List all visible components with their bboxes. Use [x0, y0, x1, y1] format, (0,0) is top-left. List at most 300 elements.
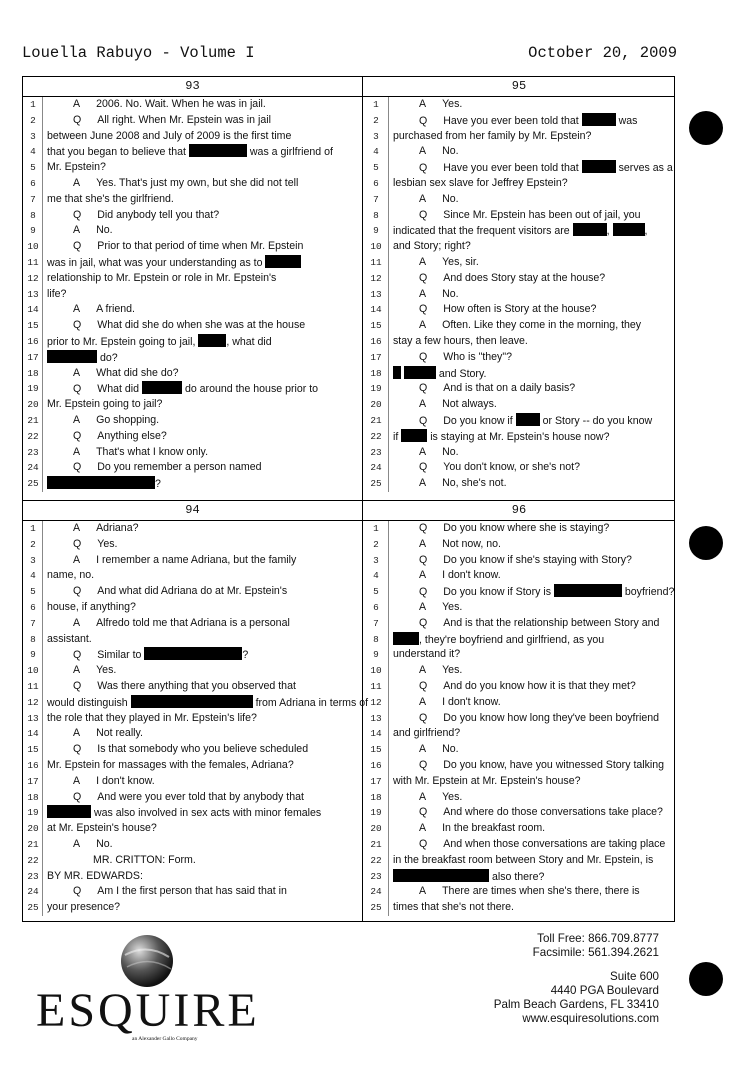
transcript-line: [363, 884, 675, 900]
line-number: 16: [370, 759, 382, 771]
transcript-line: [363, 129, 675, 145]
line-text: A That's what I know only.: [73, 445, 209, 458]
line-number-rule: [42, 176, 43, 192]
transcript-line: [363, 853, 675, 869]
speaker-marker: Q: [419, 616, 428, 629]
line-number-rule: [42, 460, 43, 476]
transcript-line: [23, 521, 362, 537]
line-number: 10: [27, 241, 39, 253]
line-text: Q And what did Adriana do at Mr. Epstein's: [73, 585, 288, 598]
website: www.esquiresolutions.com: [522, 1012, 659, 1025]
speaker-marker: A: [419, 822, 427, 835]
line-number-rule: [388, 176, 389, 192]
line-number-rule: [42, 334, 43, 350]
transcript-line: [363, 821, 675, 837]
speaker-marker: Q: [419, 461, 428, 474]
line-number: 23: [370, 446, 382, 458]
line-text: Q And were you ever told that by anybody that: [73, 790, 304, 803]
line-number: 4: [373, 146, 379, 158]
redaction-box: [265, 255, 301, 268]
transcript-line: [23, 900, 362, 916]
transcript-line: [363, 679, 675, 695]
speaker-marker: Q: [419, 837, 428, 850]
line-number: 7: [373, 617, 379, 629]
line-text: name, no.: [47, 569, 95, 582]
transcript-line: [363, 144, 675, 160]
transcript-line: [363, 900, 675, 916]
line-number-rule: [388, 711, 389, 727]
line-number: 11: [370, 256, 382, 268]
line-number-rule: [42, 302, 43, 318]
line-number-rule: [42, 553, 43, 569]
line-text: Mr. Epstein for massages with the females, Adriana?: [47, 758, 294, 771]
line-number: 7: [373, 193, 379, 205]
line-number: 25: [27, 902, 39, 914]
speaker-marker: A: [73, 413, 81, 426]
line-number: 15: [370, 744, 382, 756]
line-text: A Adriana?: [73, 522, 139, 534]
transcript-line: [23, 632, 362, 648]
line-text: A Yes. That's just my own, but she did not tell: [73, 176, 299, 189]
transcript-line: [23, 711, 362, 727]
line-number-rule: [388, 144, 389, 160]
line-text: A No.: [419, 743, 459, 756]
line-text: A Often. Like they come in the morning, they: [419, 319, 642, 332]
line-text: A No.: [419, 145, 459, 158]
line-text: at Mr. Epstein's house?: [47, 822, 157, 835]
line-number: 13: [27, 712, 39, 724]
transcript-line: [363, 758, 675, 774]
transcript-line: [363, 255, 675, 271]
speaker-marker: A: [73, 366, 81, 379]
line-number-rule: [42, 695, 43, 711]
line-number-rule: [388, 287, 389, 303]
line-number-rule: [42, 239, 43, 255]
transcript-line: [363, 350, 675, 366]
line-text: me that she's the girlfriend.: [47, 192, 174, 205]
line-number-rule: [388, 160, 389, 176]
line-number: 15: [370, 320, 382, 332]
line-number-rule: [388, 616, 389, 632]
line-number: 6: [30, 601, 36, 613]
line-number: 3: [30, 130, 36, 142]
speaker-marker: Q: [419, 350, 428, 363]
speaker-marker: A: [73, 664, 81, 677]
transcript-line: [363, 445, 675, 461]
line-text: Q How often is Story at the house?: [419, 303, 597, 316]
line-number-rule: [42, 350, 43, 366]
line-number-rule: [388, 521, 389, 537]
line-text: A What did she do?: [73, 366, 179, 379]
transcript-line: [23, 805, 362, 821]
line-number: 4: [30, 570, 36, 582]
transcript-line: [23, 302, 362, 318]
line-number: 16: [370, 335, 382, 347]
transcript-line: [23, 537, 362, 553]
line-text: A Yes, sir.: [419, 255, 479, 268]
line-number-rule: [388, 553, 389, 569]
line-text: in the breakfast room between Story and Mr. Epstein, is: [393, 853, 654, 866]
speaker-marker: A: [419, 537, 427, 550]
transcript-line: [363, 537, 675, 553]
line-text: A There are times when she's there, there is: [419, 885, 640, 898]
line-text: A Not now, no.: [419, 537, 501, 550]
redaction-box: [516, 413, 540, 426]
line-number-rule: [42, 805, 43, 821]
transcript-line: [23, 318, 362, 334]
transcript-line: [23, 460, 362, 476]
transcript-line: [23, 742, 362, 758]
line-number-rule: [388, 900, 389, 916]
line-number: 14: [370, 304, 382, 316]
line-number-rule: [388, 805, 389, 821]
transcript-line: [23, 334, 362, 350]
line-number: 3: [30, 554, 36, 566]
transcript-line: [23, 271, 362, 287]
transcript-line: [363, 695, 675, 711]
line-number: 13: [370, 712, 382, 724]
line-text: A No.: [419, 287, 459, 300]
redaction-box: [393, 869, 489, 882]
transcript-line: [23, 774, 362, 790]
speaker-marker: Q: [73, 537, 82, 550]
speaker-marker: Q: [419, 586, 428, 599]
line-number: 8: [30, 633, 36, 645]
line-number: 11: [27, 256, 39, 268]
line-text: that you began to believe that was a girlfriend of: [47, 146, 333, 159]
line-text: Q And where do those conversations take place?: [419, 806, 663, 819]
line-number-rule: [42, 821, 43, 837]
line-text: Q You don't know, or she's not?: [419, 461, 581, 474]
speaker-marker: Q: [419, 414, 428, 427]
speaker-marker: A: [73, 616, 81, 629]
speaker-marker: A: [419, 319, 427, 332]
line-text: and Story.: [393, 366, 486, 383]
line-number-rule: [42, 869, 43, 885]
transcript-line: [23, 837, 362, 853]
line-number: 13: [27, 288, 39, 300]
line-text: A 2006. No. Wait. When he was in jail.: [73, 98, 266, 110]
punch-hole-bottom: [689, 962, 723, 996]
line-text: Q Do you remember a person named: [73, 461, 262, 474]
line-number-rule: [42, 271, 43, 287]
line-text: Q Have you ever been told that serves as a: [419, 162, 673, 175]
line-number-rule: [388, 663, 389, 679]
transcript-line: [363, 647, 675, 663]
speaker-marker: Q: [419, 553, 428, 566]
line-text: and Story; right?: [393, 240, 471, 253]
line-text: the role that they played in Mr. Epstein's life?: [47, 711, 257, 724]
line-number-rule: [388, 584, 389, 600]
transcript-line: [363, 366, 675, 382]
line-number: 4: [30, 146, 36, 158]
line-number-rule: [42, 711, 43, 727]
line-text: Q And does Story stay at the house?: [419, 271, 606, 284]
redaction-box: [582, 160, 616, 173]
line-number-rule: [388, 445, 389, 461]
transcript-line: [23, 476, 362, 492]
transcript-line: [23, 192, 362, 208]
line-number-rule: [42, 853, 43, 869]
line-number: 21: [27, 838, 39, 850]
line-text: Q What did she do when she was at the house: [73, 319, 306, 332]
transcript-line: [363, 711, 675, 727]
line-number-rule: [388, 318, 389, 334]
line-number: 19: [370, 383, 382, 395]
speaker-marker: Q: [419, 522, 428, 534]
redaction-box: [198, 334, 226, 347]
speaker-marker: Q: [73, 649, 82, 662]
redaction-box: [401, 429, 427, 442]
line-number-rule: [388, 429, 389, 445]
transcript-line: [23, 726, 362, 742]
line-text: Mr. Epstein?: [47, 161, 106, 174]
line-number-rule: [388, 476, 389, 492]
line-number-rule: [42, 790, 43, 806]
line-number-rule: [388, 271, 389, 287]
line-number-rule: [42, 900, 43, 916]
transcript-line: [363, 869, 675, 885]
line-text: assistant.: [47, 632, 92, 645]
line-text: A I don't know.: [73, 774, 155, 787]
line-text: purchased from her family by Mr. Epstein?: [393, 129, 592, 142]
transcript-line: [363, 568, 675, 584]
line-number: 10: [370, 665, 382, 677]
line-number: 21: [370, 838, 382, 850]
line-number: 18: [27, 367, 39, 379]
transcript-line: [23, 429, 362, 445]
line-number-rule: [42, 366, 43, 382]
speaker-marker: Q: [73, 429, 82, 442]
speaker-marker: A: [73, 837, 81, 850]
line-number: 25: [27, 478, 39, 490]
line-number: 12: [370, 272, 382, 284]
line-text: would distinguish from Adriana in terms of: [47, 696, 369, 709]
line-text: A Yes.: [419, 98, 463, 110]
transcript-line: [23, 350, 362, 366]
line-number-rule: [388, 568, 389, 584]
line-text: A I remember a name Adriana, but the family: [73, 553, 297, 566]
line-number: 23: [27, 446, 39, 458]
toll-free: Toll Free: 866.709.8777: [537, 932, 659, 945]
line-number: 14: [370, 728, 382, 740]
line-text: A Alfredo told me that Adriana is a personal: [73, 616, 290, 629]
transcript-line: [23, 869, 362, 885]
transcript-grid: [22, 76, 675, 922]
line-text: Q Since Mr. Epstein has been out of jail, you: [419, 208, 641, 221]
city: Palm Beach Gardens, FL 33410: [493, 998, 659, 1011]
deposition-date: October 20, 2009: [528, 44, 677, 62]
transcript-line: [23, 381, 362, 397]
transcript-line: [23, 616, 362, 632]
line-number: 18: [370, 367, 382, 379]
line-number-rule: [388, 790, 389, 806]
speaker-marker: A: [419, 790, 427, 803]
speaker-marker: A: [73, 176, 81, 189]
page-number: 93: [23, 77, 362, 97]
line-number-rule: [42, 742, 43, 758]
line-number-rule: [388, 726, 389, 742]
transcript-line: [23, 287, 362, 303]
line-text: A No, she's not.: [419, 477, 507, 490]
line-text: Q Have you ever been told that was: [419, 114, 638, 127]
line-text: Q Who is "they"?: [419, 350, 513, 363]
line-text: between June 2008 and July of 2009 is the first time: [47, 129, 292, 142]
speaker-marker: A: [73, 727, 81, 740]
transcript-line: [23, 160, 362, 176]
speaker-marker: A: [419, 477, 427, 490]
line-number: 20: [370, 823, 382, 835]
logo-tagline: an Alexander Gallo Company: [132, 1036, 198, 1042]
transcript-line: [23, 584, 362, 600]
line-number: 17: [370, 775, 382, 787]
line-number-rule: [388, 679, 389, 695]
speaker-marker: A: [73, 303, 81, 316]
page-lines: [363, 521, 675, 916]
line-text: A Yes.: [419, 664, 463, 677]
transcript-line: [363, 429, 675, 445]
line-number-rule: [42, 774, 43, 790]
line-number-rule: [42, 663, 43, 679]
transcript-line: [23, 129, 362, 145]
page-lines: [23, 97, 362, 492]
line-number-rule: [388, 460, 389, 476]
logo-wordmark: ESQUIRE: [36, 984, 260, 1037]
line-number: 1: [30, 523, 36, 534]
transcript-line: [23, 97, 362, 113]
transcript-line: [23, 208, 362, 224]
speaker-marker: A: [419, 255, 427, 268]
line-text: A Not always.: [419, 398, 497, 411]
line-text: your presence?: [47, 901, 121, 914]
line-number: 15: [27, 744, 39, 756]
line-number: 14: [27, 728, 39, 740]
speaker-marker: Q: [419, 303, 428, 316]
line-number: 5: [30, 586, 36, 598]
speaker-marker: Q: [419, 382, 428, 395]
transcript-line: [23, 366, 362, 382]
speaker-marker: Q: [73, 240, 82, 253]
line-text: Q And is that the relationship between Story and: [419, 616, 660, 629]
line-number-rule: [42, 476, 43, 492]
speaker-marker: A: [419, 695, 427, 708]
line-number: 2: [30, 114, 36, 126]
transcript-line: [23, 663, 362, 679]
line-number: 2: [373, 538, 379, 550]
line-text: Q Did anybody tell you that?: [73, 208, 220, 221]
transcript-page-96: [363, 501, 675, 921]
line-number: 12: [27, 696, 39, 708]
line-number: 1: [30, 99, 36, 110]
line-text: with Mr. Epstein at Mr. Epstein's house?: [393, 774, 581, 787]
line-text: prior to Mr. Epstein going to jail, , what did: [47, 335, 272, 348]
line-text: A Go shopping.: [73, 413, 160, 426]
line-text: Q Do you know if she's staying with Story?: [419, 553, 632, 566]
line-number: 24: [27, 886, 39, 898]
line-number: 10: [370, 241, 382, 253]
speaker-marker: Q: [73, 885, 82, 898]
line-number: 9: [30, 225, 36, 237]
redaction-box: [47, 805, 91, 818]
line-number: 4: [373, 570, 379, 582]
transcript-line: [23, 853, 362, 869]
speaker-marker: A: [419, 445, 427, 458]
line-number-rule: [388, 397, 389, 413]
line-number: 3: [373, 130, 379, 142]
line-number-rule: [42, 679, 43, 695]
line-number-rule: [388, 742, 389, 758]
line-text: indicated that the frequent visitors are , ,: [393, 225, 648, 238]
transcript-line: [23, 397, 362, 413]
line-number: 7: [30, 617, 36, 629]
line-number-rule: [388, 192, 389, 208]
redaction-box: [404, 366, 436, 379]
redaction-box: [393, 366, 401, 379]
line-number: 18: [27, 791, 39, 803]
line-text: life?: [47, 287, 67, 300]
line-number-rule: [388, 239, 389, 255]
transcript-line: [23, 113, 362, 129]
transcript-line: [363, 837, 675, 853]
line-number-rule: [42, 144, 43, 160]
speaker-marker: A: [419, 98, 427, 110]
transcript-line: [363, 476, 675, 492]
line-number-rule: [388, 129, 389, 145]
line-text: Q Prior to that period of time when Mr. Epstein: [73, 240, 304, 253]
line-text: also there?: [393, 869, 544, 886]
transcript-line: [23, 758, 362, 774]
transcript-page-95: [363, 77, 675, 497]
speaker-marker: Q: [419, 162, 428, 175]
line-text: was also involved in sex acts with minor females: [47, 805, 321, 822]
transcript-line: [363, 97, 675, 113]
transcript-line: [23, 790, 362, 806]
line-text: A No.: [419, 192, 459, 205]
line-number: 12: [370, 696, 382, 708]
line-text: if is staying at Mr. Epstein's house now?: [393, 430, 610, 443]
speaker-marker: A: [419, 398, 427, 411]
line-number: 8: [30, 209, 36, 221]
line-number: 19: [370, 807, 382, 819]
line-number: 23: [27, 870, 39, 882]
line-number: 1: [373, 99, 379, 110]
line-number-rule: [42, 255, 43, 271]
line-text: A No.: [73, 837, 113, 850]
speaker-marker: A: [419, 569, 427, 582]
speaker-marker: Q: [419, 806, 428, 819]
line-number-rule: [388, 869, 389, 885]
speaker-marker: Q: [419, 208, 428, 221]
page-number: 95: [363, 77, 675, 97]
line-text: A Yes.: [419, 790, 463, 803]
line-number: 12: [27, 272, 39, 284]
transcript-line: [23, 176, 362, 192]
line-number-rule: [42, 223, 43, 239]
line-number-rule: [388, 758, 389, 774]
speaker-marker: A: [73, 224, 81, 237]
line-text: BY MR. EDWARDS:: [47, 869, 143, 882]
speaker-marker: Q: [73, 585, 82, 598]
speaker-marker: A: [419, 664, 427, 677]
speaker-marker: A: [419, 885, 427, 898]
line-number: 5: [373, 162, 379, 174]
transcript-line: [363, 223, 675, 239]
line-number-rule: [42, 113, 43, 129]
transcript-line: [23, 255, 362, 271]
transcript-line: [363, 742, 675, 758]
line-number: 9: [373, 649, 379, 661]
line-number-rule: [388, 853, 389, 869]
